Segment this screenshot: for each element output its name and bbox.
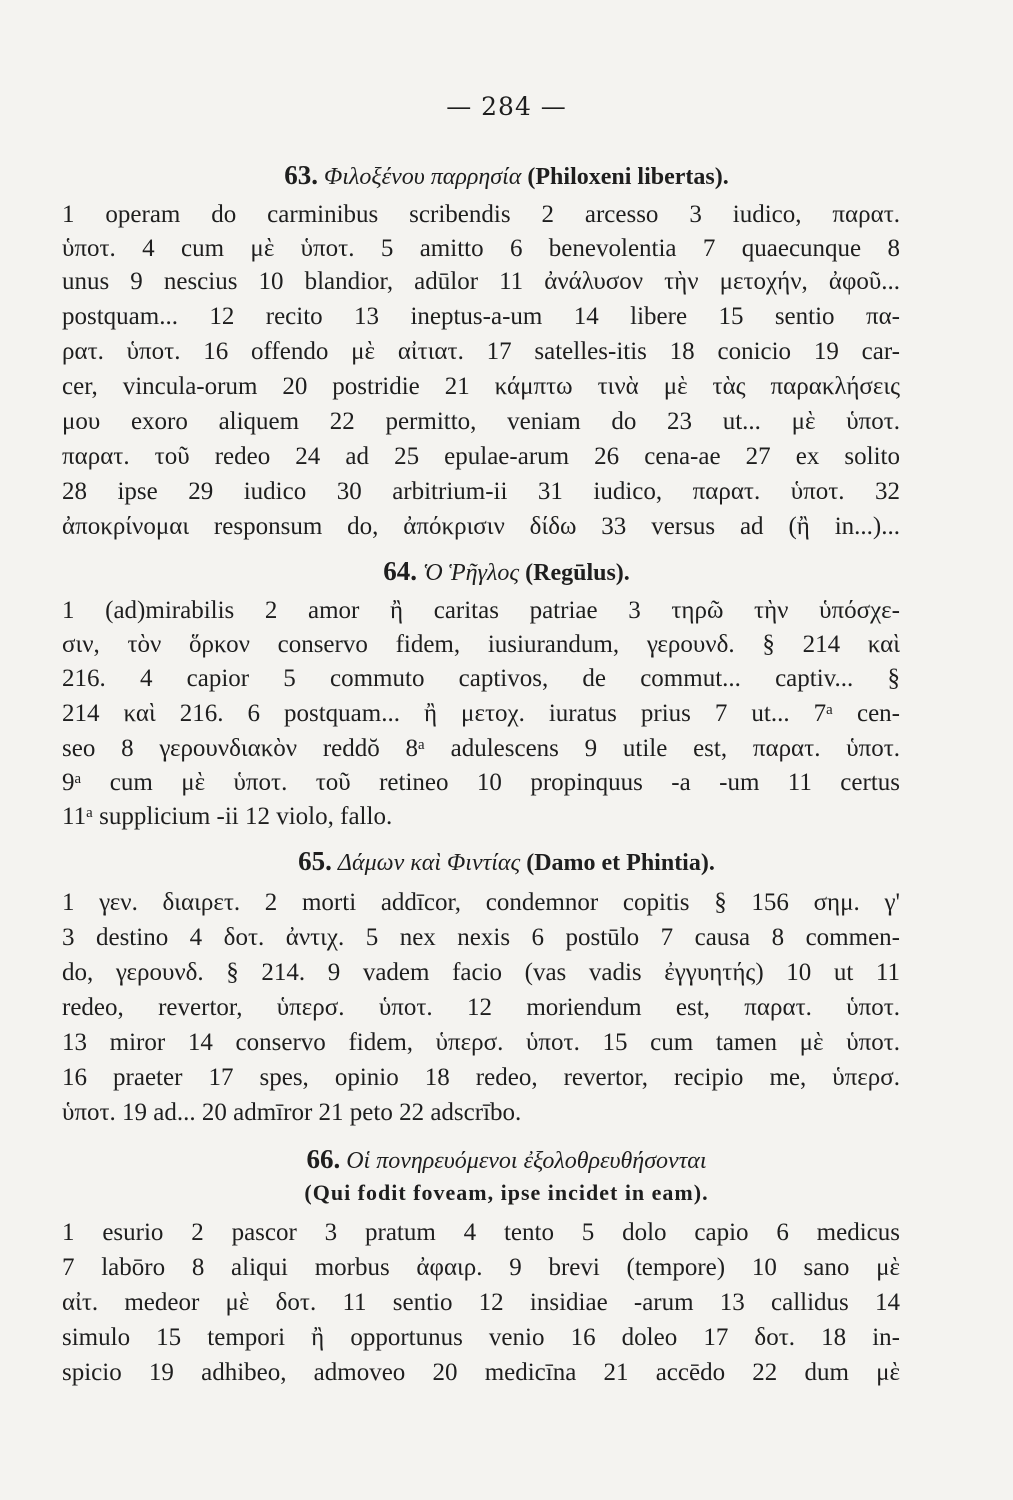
text-line: 28 ipse 29 iudico 30 arbitrium-ii 31 iudico, παρατ. ὑποτ. 32 <box>62 478 900 505</box>
text-line: παρατ. τοῦ redeo 24 ad 25 epulae-arum 26 cena-ae 27 ex solito <box>62 443 900 470</box>
section-heading-65 <box>0 846 1013 877</box>
text-line: ρατ. ὑποτ. 16 offendo μὲ αἰτιατ. 17 satelles-itis 18 conicio 19 car- <box>62 338 900 365</box>
text-line: 16 praeter 17 spes, opinio 18 redeo, revertor, recipio me, ὑπερσ. <box>62 1064 900 1091</box>
text-line: ἀποκρίνομαι responsum do, ἀπόκρισιν δίδω 33 versus ad (ἢ in...)... <box>62 513 900 540</box>
text-line: ὑποτ. 19 ad... 20 admīror 21 peto 22 adscrībo. <box>62 1099 522 1126</box>
text-line: cer, vincula-orum 20 postridie 21 κάμπτω τινὰ μὲ τὰς παρακλήσεις <box>62 373 900 400</box>
text-line: σιν, τὸν ὅρκον conservo fidem, iusiurandum, γερουνδ. § 214 καὶ <box>62 631 900 658</box>
section-greek-title: Οἱ πονηρευόμενοι ἐξολοθρευθήσονται <box>346 1148 707 1174</box>
text-line: 1 operam do carminibus scribendis 2 arcesso 3 iudico, παρατ. <box>62 201 900 228</box>
text-line: redeo, revertor, ὑπερσ. ὑποτ. 12 moriendum est, παρατ. ὑποτ. <box>62 994 900 1021</box>
text-line: 1 esurio 2 pascor 3 pratum 4 tento 5 dolo capio 6 medicus <box>62 1219 900 1246</box>
section-heading-66 <box>0 1144 1013 1175</box>
text-line: simulo 15 tempori ἢ opportunus venio 16 doleo 17 δοτ. 18 in- <box>62 1324 900 1351</box>
text-line: 13 miror 14 conservo fidem, ὑπερσ. ὑποτ. 15 cum tamen μὲ ὑποτ. <box>62 1029 900 1056</box>
section-number: 63. <box>284 160 318 190</box>
section-latin-title: (Damo et Phintia). <box>526 850 715 876</box>
text-line: 216. 4 capior 5 commuto captivos, de commut... captiv... § <box>62 665 900 692</box>
text-line: 1 (ad)mirabilis 2 amor ἢ caritas patriae 3 τηρῶ τὴν ὑπόσχε- <box>62 597 900 624</box>
section-heading-63 <box>0 160 1013 191</box>
section-latin-title: (Philoxeni libertas). <box>527 164 729 190</box>
text-line: αἰτ. medeor μὲ δοτ. 11 sentio 12 insidiae -arum 13 callidus 14 <box>62 1289 900 1316</box>
section-number: 66. <box>306 1144 341 1174</box>
section-greek-title: Δάμων καὶ Φιντίας <box>337 850 521 876</box>
text-line: do, γερουνδ. § 214. 9 vadem facio (vas vadis ἐγγυητής) 10 ut 11 <box>62 959 900 986</box>
text-line: 9ᵃ cum μὲ ὑποτ. τοῦ retineo 10 propinquus -a -um 11 certus <box>62 769 900 796</box>
text-line: ὑποτ. 4 cum μὲ ὑποτ. 5 amitto 6 benevolentia 7 quaecunque 8 <box>62 235 900 262</box>
text-line: 214 καὶ 216. 6 postquam... ἢ μετοχ. iuratus prius 7 ut... 7ᵃ cen- <box>62 700 900 727</box>
text-line: 7 labōro 8 aliqui morbus ἀφαιρ. 9 brevi (tempore) 10 sano μὲ <box>62 1254 900 1281</box>
page-number: — 284 — <box>446 92 567 121</box>
text-line: postquam... 12 recito 13 ineptus-a-um 14 libere 15 sentio πα- <box>62 303 900 330</box>
section-greek-title: Φιλοξένου παρρησία <box>324 164 522 190</box>
section-number: 64. <box>383 556 417 586</box>
text-line: 1 γεν. διαιρετ. 2 morti addīcor, condemnor copitis § 156 σημ. γ' <box>62 889 900 916</box>
text-line: seo 8 γερουνδιακὸν reddŏ 8ᵃ adulescens 9 utile est, παρατ. ὑποτ. <box>62 735 900 762</box>
text-line: spicio 19 adhibeo, admoveo 20 medicīna 21 accēdo 22 dum μὲ <box>62 1359 900 1386</box>
text-line: unus 9 nescius 10 blandior, adūlor 11 ἀνάλυσον τὴν μετοχήν, ἀφοῦ... <box>62 268 900 295</box>
section-heading-64 <box>0 556 1013 587</box>
text-line: 11ᵃ supplicium -ii 12 violo, fallo. <box>62 803 393 830</box>
section-number: 65. <box>298 846 332 876</box>
section-greek-title: Ὁ Ῥῆγλος <box>422 560 520 586</box>
section-latin-title: (Qui fodit foveam, ipse incidet in eam). <box>304 1180 709 1205</box>
text-line: μου exoro aliquem 22 permitto, veniam do 23 ut... μὲ ὑποτ. <box>62 408 900 435</box>
text-line: 3 destino 4 δοτ. ἀντιχ. 5 nex nexis 6 postūlo 7 causa 8 commen- <box>62 924 900 951</box>
section-latin-title: (Regūlus). <box>525 560 630 586</box>
